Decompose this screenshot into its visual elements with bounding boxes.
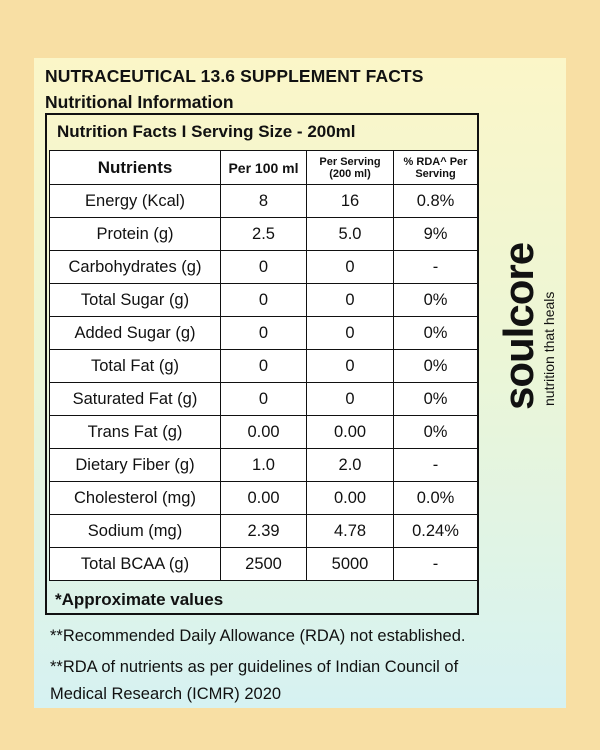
table-row <box>50 383 478 416</box>
per-serving-value: 16 <box>307 185 394 218</box>
table-row <box>50 317 478 350</box>
per-serving-value: 5000 <box>307 548 394 581</box>
per-100ml-value: 0 <box>221 251 307 284</box>
rda-value: 0.0% <box>394 482 478 515</box>
nutrient-name: Energy (Kcal) <box>50 185 221 218</box>
table-row <box>50 350 478 383</box>
table-row <box>50 449 478 482</box>
table-row <box>50 284 478 317</box>
table-row <box>50 482 478 515</box>
table-row <box>50 218 478 251</box>
nutrition-table <box>49 150 478 581</box>
column-header-per-100ml: Per 100 ml <box>221 151 307 185</box>
per-serving-value: 0 <box>307 251 394 284</box>
per-100ml-value: 8 <box>221 185 307 218</box>
rda-value: 0% <box>394 284 478 317</box>
per-serving-value: 4.78 <box>307 515 394 548</box>
nutrient-name: Cholesterol (mg) <box>50 482 221 515</box>
brand-name: soulcore <box>495 242 542 410</box>
per-100ml-value: 2.5 <box>221 218 307 251</box>
nutrition-table-body <box>50 185 478 581</box>
rda-value: 0.24% <box>394 515 478 548</box>
column-header-nutrients: Nutrients <box>50 151 221 185</box>
per-100ml-value: 2.39 <box>221 515 307 548</box>
table-row <box>50 548 478 581</box>
per-100ml-value: 0.00 <box>221 416 307 449</box>
per-serving-value: 0.00 <box>307 482 394 515</box>
table-header-row <box>50 151 478 185</box>
per-100ml-value: 0 <box>221 317 307 350</box>
per-100ml-value: 1.0 <box>221 449 307 482</box>
rda-value: 9% <box>394 218 478 251</box>
rda-note-2: **RDA of nutrients as per guidelines of Indian Council of <box>50 658 459 676</box>
per-serving-value: 0 <box>307 284 394 317</box>
rda-value: 0% <box>394 317 478 350</box>
nutrient-name: Dietary Fiber (g) <box>50 449 221 482</box>
nutrient-name: Carbohydrates (g) <box>50 251 221 284</box>
per-serving-value: 0 <box>307 317 394 350</box>
nutrition-facts-box <box>45 113 479 615</box>
facts-heading: Nutrition Facts I Serving Size - 200ml <box>57 122 356 141</box>
rda-value: 0% <box>394 383 478 416</box>
brand-logo <box>495 242 557 410</box>
nutrient-name: Total BCAA (g) <box>50 548 221 581</box>
rda-value: 0.8% <box>394 185 478 218</box>
nutrient-name: Protein (g) <box>50 218 221 251</box>
rda-value: 0% <box>394 350 478 383</box>
nutrient-name: Total Sugar (g) <box>50 284 221 317</box>
nutrient-name: Saturated Fat (g) <box>50 383 221 416</box>
rda-value: - <box>394 548 478 581</box>
per-100ml-value: 2500 <box>221 548 307 581</box>
table-row <box>50 185 478 218</box>
table-row <box>50 515 478 548</box>
per-serving-value: 2.0 <box>307 449 394 482</box>
per-serving-value: 0.00 <box>307 416 394 449</box>
nutrient-name: Sodium (mg) <box>50 515 221 548</box>
per-serving-value: 0 <box>307 350 394 383</box>
approx-footnote: *Approximate values <box>55 590 224 609</box>
rda-value: - <box>394 251 478 284</box>
nutrient-name: Trans Fat (g) <box>50 416 221 449</box>
page-title: NUTRACEUTICAL 13.6 SUPPLEMENT FACTS <box>45 66 424 86</box>
rda-note-1: **Recommended Daily Allowance (RDA) not established. <box>50 627 466 645</box>
per-100ml-value: 0 <box>221 383 307 416</box>
nutrient-name: Added Sugar (g) <box>50 317 221 350</box>
table-row <box>50 251 478 284</box>
per-100ml-value: 0 <box>221 350 307 383</box>
column-header-rda: % RDA^ Per Serving <box>394 151 478 185</box>
nutrient-name: Total Fat (g) <box>50 350 221 383</box>
per-serving-value: 0 <box>307 383 394 416</box>
rda-note-3: Medical Research (ICMR) 2020 <box>50 685 282 703</box>
per-100ml-value: 0.00 <box>221 482 307 515</box>
column-header-per-serving: Per Serving (200 ml) <box>307 151 394 185</box>
page-subtitle: Nutritional Information <box>45 92 234 112</box>
per-100ml-value: 0 <box>221 284 307 317</box>
table-row <box>50 416 478 449</box>
per-serving-value: 5.0 <box>307 218 394 251</box>
brand-tagline: nutrition that heals <box>541 291 557 406</box>
rda-value: 0% <box>394 416 478 449</box>
rda-value: - <box>394 449 478 482</box>
